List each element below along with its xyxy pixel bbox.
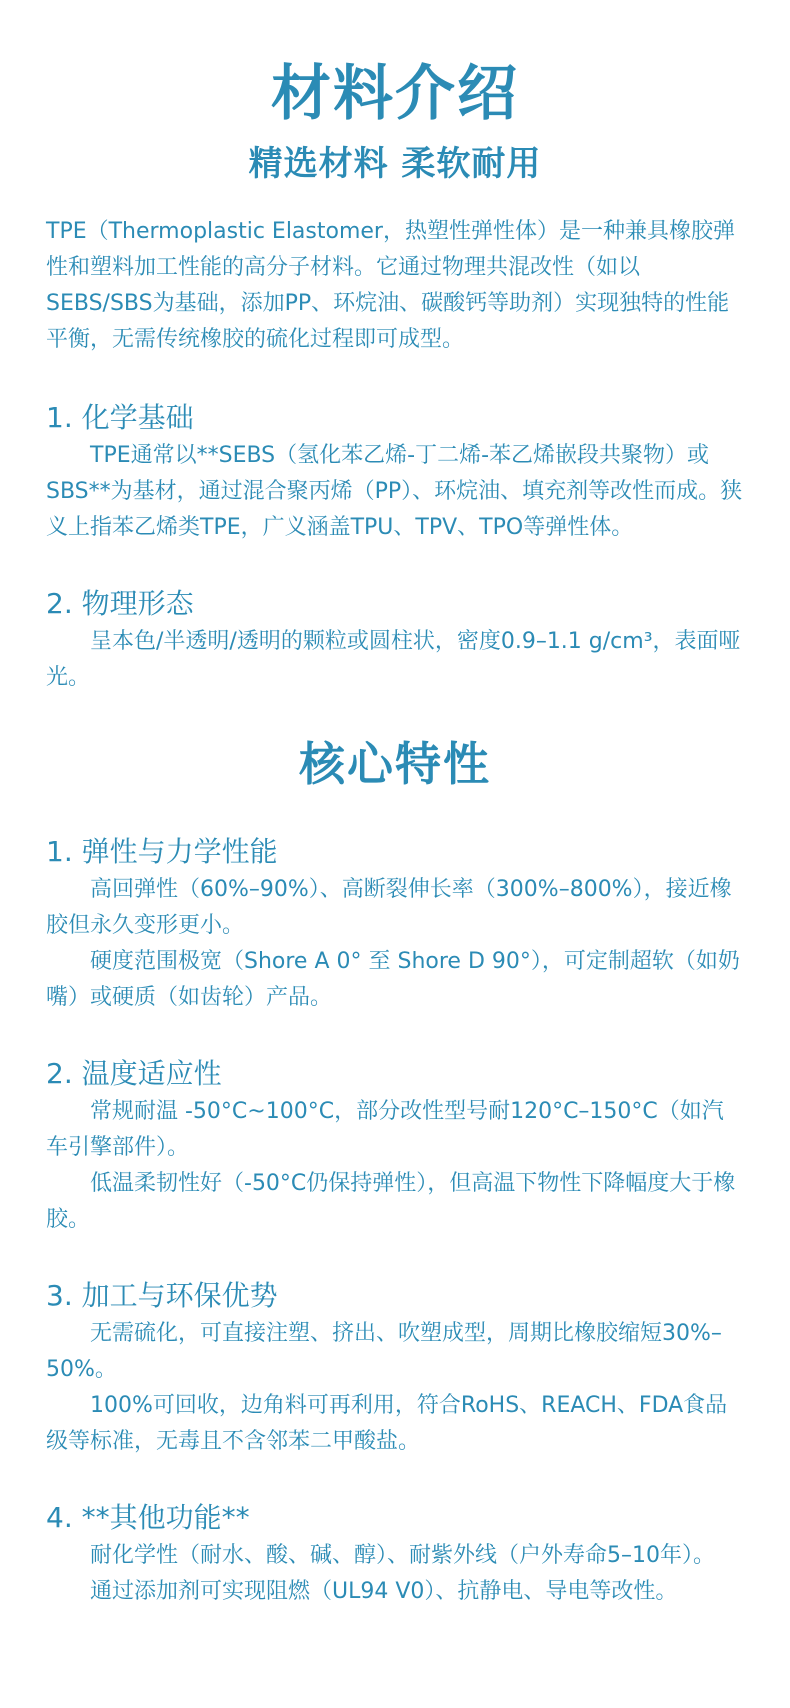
section-elasticity	[46, 832, 744, 1016]
section-paragraph: 耐化学性（耐水、酸、碱、醇）、耐紫外线（户外寿命5–10年）。	[90, 1543, 715, 1568]
section-paragraph: 硬度范围极宽（Shore A 0° 至 Shore D 90°），可定制超软（如奶嘴）或硬质（如齿轮）产品。	[46, 949, 740, 1010]
intro-paragraph: TPE（Thermoplastic Elastomer，热塑性弹性体）是一种兼具橡胶弹性和塑料加工性能的高分子材料。它通过物理共混改性（如以SEBS/SBS为基础，添加PP、环烷油、碳酸钙等助剂）实现独特的性能平衡，无需传统橡胶的硫化过程即可成型。	[46, 219, 735, 352]
section-paragraph: 通过添加剂可实现阻燃（UL94 V0）、抗静电、导电等改性。	[90, 1579, 678, 1604]
section-heading: 2. 温度适应性	[46, 1057, 222, 1090]
section-paragraph: TPE通常以**SEBS（氢化苯乙烯-丁二烯-苯乙烯嵌段共聚物）或SBS**为基材，通过混合聚丙烯（PP）、环烷油、填充剂等改性而成。狭义上指苯乙烯类TPE，广义涵盖TPU、TPV、TPO等弹性体。	[46, 443, 743, 540]
page-title: 材料介绍	[271, 59, 519, 129]
section-heading: 4. **其他功能**	[46, 1501, 250, 1534]
section-heading: 3. 加工与环保优势	[46, 1279, 278, 1312]
section-chemical-basis	[46, 398, 744, 546]
section-paragraph: 常规耐温 -50°C~100°C，部分改性型号耐120°C–150°C（如汽车引擎部件）。	[46, 1099, 724, 1160]
section-paragraph: 呈本色/半透明/透明的颗粒或圆柱状，密度0.9–1.1 g/cm³，表面哑光。	[46, 629, 741, 690]
section-paragraph: 低温柔韧性好（-50°C仍保持弹性），但高温下物性下降幅度大于橡胶。	[46, 1171, 736, 1232]
features-title: 核心特性	[299, 737, 491, 791]
section-paragraph: 无需硫化，可直接注塑、挤出、吹塑成型，周期比橡胶缩短30%–50%。	[46, 1321, 722, 1382]
section-processing	[46, 1276, 744, 1460]
page-subtitle: 精选材料 柔软耐用	[248, 144, 542, 184]
section-other-functions	[46, 1498, 744, 1610]
section-heading: 2. 物理形态	[46, 587, 194, 620]
section-temperature	[46, 1054, 744, 1238]
section-paragraph: 高回弹性（60%–90%）、高断裂伸长率（300%–800%），接近橡胶但永久变形更小。	[46, 877, 732, 938]
section-paragraph: 100%可回收，边角料可再利用，符合RoHS、REACH、FDA食品级等标准，无毒且不含邻苯二甲酸盐。	[46, 1393, 728, 1454]
section-physical-form	[46, 584, 744, 696]
section-heading: 1. 弹性与力学性能	[46, 835, 278, 868]
section-heading: 1. 化学基础	[46, 401, 194, 434]
